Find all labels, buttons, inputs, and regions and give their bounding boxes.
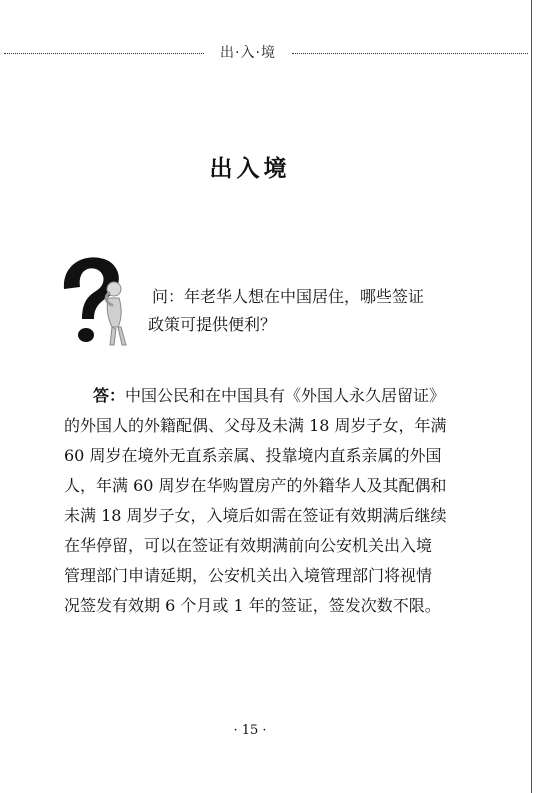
header-dotted-rule-right bbox=[292, 53, 528, 54]
answer-line-3: 60 周岁在境外无直系亲属、投靠境内直系亲属的外国 bbox=[64, 446, 442, 465]
answer-block bbox=[64, 381, 492, 621]
running-head-title: 出·入·境 bbox=[220, 45, 276, 61]
header-dotted-rule-left bbox=[4, 53, 204, 54]
answer-line-8: 况签发有效期 6 个月或 1 年的签证，签发次数不限。 bbox=[64, 596, 441, 615]
answer-line-6: 在华停留，可以在签证有效期满前向公安机关出入境 bbox=[64, 536, 433, 555]
question-mark-figure-icon bbox=[56, 253, 136, 353]
answer-line-7: 管理部门申请延期，公安机关出入境管理部门将视情 bbox=[64, 566, 433, 585]
page-edge-rule bbox=[531, 0, 532, 793]
question-line-2: 政策可提供便利？ bbox=[148, 315, 277, 334]
answer-text: 中国公民和在中国具有《外国人永久居留证》 bbox=[125, 386, 446, 405]
answer-line-2: 的外国人的外籍配偶、父母及未满 18 周岁子女，年满 bbox=[64, 416, 447, 435]
answer-line-1 bbox=[64, 381, 492, 411]
answer-line-5: 未满 18 周岁子女，入境后如需在签证有效期满后继续 bbox=[64, 506, 447, 525]
chapter-title: 出入境 bbox=[209, 156, 291, 182]
answer-label: 答： bbox=[93, 386, 126, 405]
question-block bbox=[140, 283, 470, 339]
answer-line-4: 人，年满 60 周岁在华购置房产的外籍华人及其配偶和 bbox=[64, 476, 447, 495]
page-number: · 15 · bbox=[233, 723, 267, 738]
question-line-1: 问：年老华人想在中国居住，哪些签证 bbox=[152, 287, 425, 306]
